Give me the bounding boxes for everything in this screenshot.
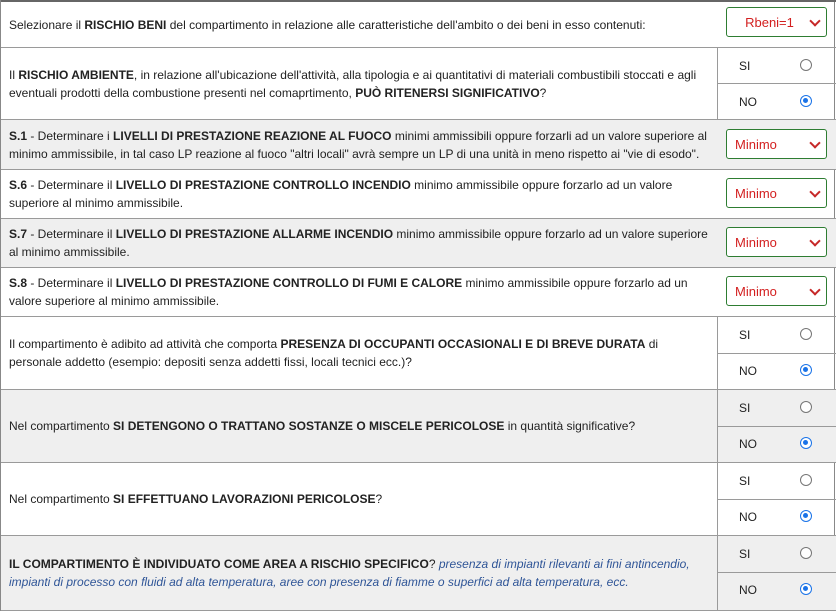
question-s8: S.8 - Determinare il LIVELLO DI PRESTAZIONE CONTROLLO DI FUMI E CALORE minimo ammissibile oppure forzarlo ad un valore superiore al minimo ammissibile. bbox=[9, 276, 688, 308]
lavorazioni-no-radio[interactable] bbox=[800, 510, 812, 522]
option-label-no: NO bbox=[739, 364, 757, 378]
rischio-ambiente-no-radio[interactable] bbox=[800, 95, 812, 107]
area-rischio-no-radio[interactable] bbox=[800, 583, 812, 595]
chevron-down-icon bbox=[809, 15, 820, 26]
question-s1: S.1 - Determinare i LIVELLI DI PRESTAZIONE REAZIONE AL FUOCO minimi ammissibili oppure forzarli ad un valore superiore al minimo ammissibile, in tal caso LP reazione al fuoco "altri locali" avrà sempre un LP di una unità in meno rispetto ai "vie di esodo". bbox=[9, 128, 707, 161]
sostanze-no-radio[interactable] bbox=[800, 437, 812, 449]
option-label-no: NO bbox=[739, 583, 757, 597]
question-rischio-beni: Selezionare il RISCHIO BENI del compartimento in relazione alle caratteristiche dell'ambito o dei beni in esso contenuti: bbox=[9, 17, 646, 32]
option-label-no: NO bbox=[739, 95, 757, 109]
option-label-si: SI bbox=[739, 547, 751, 561]
option-label-si: SI bbox=[739, 474, 751, 488]
row-occupanti-occasionali bbox=[1, 317, 836, 390]
question-area-rischio-specifico: IL COMPARTIMENTO È INDIVIDUATO COME AREA A RISCHIO SPECIFICO? presenza di impianti rilevanti ai fini antincendio, impianti di processo con fluidi ad alta temperatura, aree con presenza di fiamme o superfici ad alta temperatura, ecc. bbox=[9, 557, 690, 589]
option-label-si: SI bbox=[739, 401, 751, 415]
row-lavorazioni-pericolose bbox=[1, 463, 836, 536]
rischio-beni-select[interactable]: Rbeni=1 bbox=[726, 7, 827, 37]
s8-livello-select[interactable]: Minimo bbox=[726, 276, 827, 306]
question-s6: S.6 - Determinare il LIVELLO DI PRESTAZIONE CONTROLLO INCENDIO minimo ammissibile oppure forzarlo ad un valore superiore al minimo ammissibile. bbox=[9, 178, 673, 210]
option-divider bbox=[717, 426, 836, 427]
occupanti-no-radio[interactable] bbox=[800, 364, 812, 376]
question-sostanze-pericolose: Nel compartimento SI DETENGONO O TRATTANO SOSTANZE O MISCELE PERICOLOSE in quantità significative? bbox=[9, 419, 636, 433]
row-s6 bbox=[1, 170, 836, 219]
row-rischio-ambiente bbox=[1, 48, 836, 120]
option-divider bbox=[717, 499, 836, 500]
question-occupanti-occasionali: Il compartimento è adibito ad attività che comporta PRESENZA DI OCCUPANTI OCCASIONALI E DI BREVE DURATA di personale addetto (esempio: depositi senza addetti fissi, locali tecnici ecc.)? bbox=[9, 337, 659, 369]
s6-livello-select[interactable]: Minimo bbox=[726, 178, 827, 208]
row-area-rischio-specifico bbox=[1, 536, 836, 611]
option-label-no: NO bbox=[739, 510, 757, 524]
option-label-no: NO bbox=[739, 437, 757, 451]
row-s8 bbox=[1, 268, 836, 317]
row-s1 bbox=[1, 120, 836, 170]
option-divider bbox=[717, 353, 836, 354]
chevron-down-icon bbox=[809, 186, 820, 197]
row-s7 bbox=[1, 219, 836, 268]
rischio-ambiente-si-radio[interactable] bbox=[800, 59, 812, 71]
lavorazioni-si-radio[interactable] bbox=[800, 474, 812, 486]
s1-livello-select[interactable]: Minimo bbox=[726, 129, 827, 159]
row-rischio-beni bbox=[1, 2, 836, 48]
option-divider bbox=[717, 572, 836, 573]
s7-livello-select[interactable]: Minimo bbox=[726, 227, 827, 257]
sostanze-si-radio[interactable] bbox=[800, 401, 812, 413]
area-rischio-si-radio[interactable] bbox=[800, 547, 812, 559]
option-label-si: SI bbox=[739, 328, 751, 342]
chevron-down-icon bbox=[809, 284, 820, 295]
area-rischio-note: presenza di impianti rilevanti ai fini antincendio, impianti di processo con fluidi ad alta temperatura, aree con presenza di fiamme o superfici ad alta temperatura, ecc. bbox=[9, 557, 690, 589]
option-label-si: SI bbox=[739, 59, 751, 73]
question-rischio-ambiente: Il RISCHIO AMBIENTE, in relazione all'ubicazione dell'attività, alla tipologia e ai quantitativi di materiali combustibili stoccati e agli eventuali prodotti della combustione presenti nel comaprtimento, PUÒ RITENERSI SIGNIFICATIVO? bbox=[9, 67, 697, 100]
chevron-down-icon bbox=[809, 235, 820, 246]
row-sostanze-pericolose bbox=[1, 390, 836, 463]
column-divider bbox=[717, 536, 718, 610]
question-lavorazioni-pericolose: Nel compartimento SI EFFETTUANO LAVORAZIONI PERICOLOSE? bbox=[9, 492, 383, 506]
occupanti-si-radio[interactable] bbox=[800, 328, 812, 340]
option-divider bbox=[717, 83, 836, 84]
question-s7: S.7 - Determinare il LIVELLO DI PRESTAZIONE ALLARME INCENDIO minimo ammissibile oppure forzarlo ad un valore superiore al minimo ammissibile. bbox=[9, 227, 708, 259]
chevron-down-icon bbox=[809, 137, 820, 148]
